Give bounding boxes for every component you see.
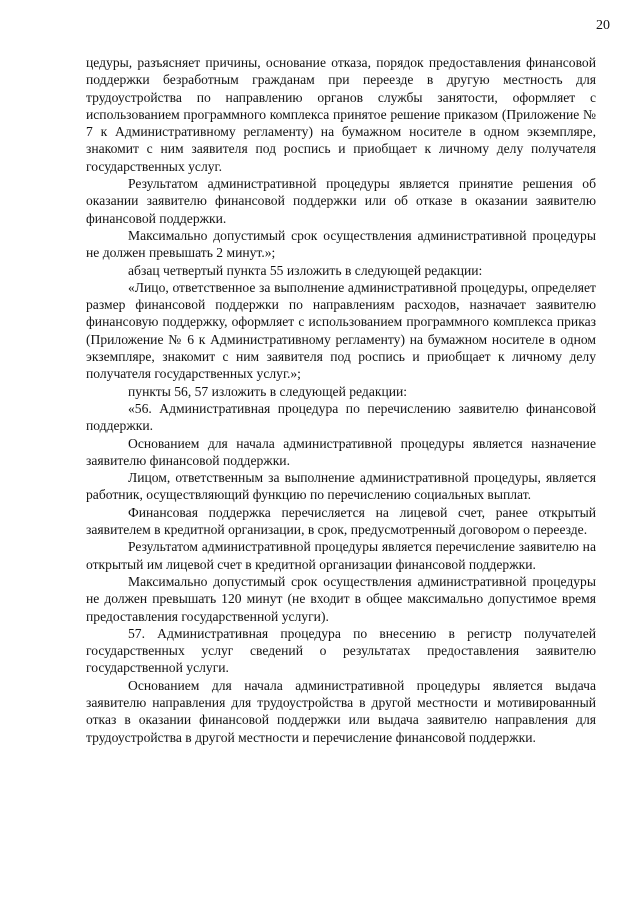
paragraph-item-57: 57. Административная процедура по внесению в регистр получателей государственных услуг сведений о результатах предоставления заявителю государственной услуги. [86,625,596,676]
paragraph-amendment-56-57: пункты 56, 57 изложить в следующей редакции: [128,383,408,399]
paragraph-procedure-continuation: цедуры, разъясняет причины, основание отказа, порядок предоставления финансовой поддержки безработным гражданам при переезде в другую местность для трудоустройства по направлению органов службы занятости, оформляет с использованием программного комплекса принятое решение приказом (Приложение № 7 к Административному регламенту) на бумажном носителе в одном экземпляре, знакомит с ним заявителя под роспись и приобщает к личному делу получателя государственных услуг. [86,55,596,174]
paragraph-result-decision: Результатом административной процедуры является принятие решения об оказании заявителю финансовой поддержки или об отказе в оказании заявителю финансовой поддержки. [86,176,596,226]
paragraph-result-56: Результатом административной процедуры является перечисление заявителю на открытый им лицевой счет в кредитной организации финансовой поддержки. [86,539,596,572]
paragraph-max-time-2-minutes: Максимально допустимый срок осуществления административной процедуры не должен превышать 2 минут.»; [86,227,596,261]
paragraph-transfer: Финансовая поддержка перечисляется на лицевой счет, ранее открытый заявителем в кредитной организации, в срок, предусмотренный договором о переезде. [86,504,596,538]
paragraph-item-56: «56. Административная процедура по перечислению заявителю финансовой поддержки. [86,400,596,434]
paragraph-basis-57: Основанием для начала административной процедуры является выдача заявителю направления для трудоустройства в другой местности и мотивированный отказ в оказании финансовой поддержки или выдача заявителю направления для трудоустройства в другой местности и перечисление финансовой поддержки. [86,677,596,745]
paragraph-max-time-120-minutes: Максимально допустимый срок осуществления административной процедуры не должен превышать 120 минут (не входит в общее максимально допустимое время предоставления государственной услуги). [86,573,596,624]
paragraph-responsible-person: «Лицо, ответственное за выполнение административной процедуры, определяет размер финансовой поддержки по направлениям расходов, назначает заявителю финансовую поддержку, оформляет с использованием программного комплекса приказ (Приложение № 6 к Административному регламенту) на бумажном носителе в одном экземпляре, знакомит с ним заявителя под роспись и приобщает к личному делу получателя государственных услуг.»; [86,279,596,382]
paragraph-basis-56: Основанием для начала административной процедуры является назначение заявителю финансовой поддержки. [86,435,596,468]
paragraph-amendment-55: абзац четвертый пункта 55 изложить в следующей редакции: [128,262,483,278]
document-body [86,54,596,746]
paragraph-responsible-56: Лицом, ответственным за выполнение административной процедуры, является работник, осуществляющий функцию по перечислению социальных выплат. [86,470,596,503]
page-number: 20 [596,18,610,33]
